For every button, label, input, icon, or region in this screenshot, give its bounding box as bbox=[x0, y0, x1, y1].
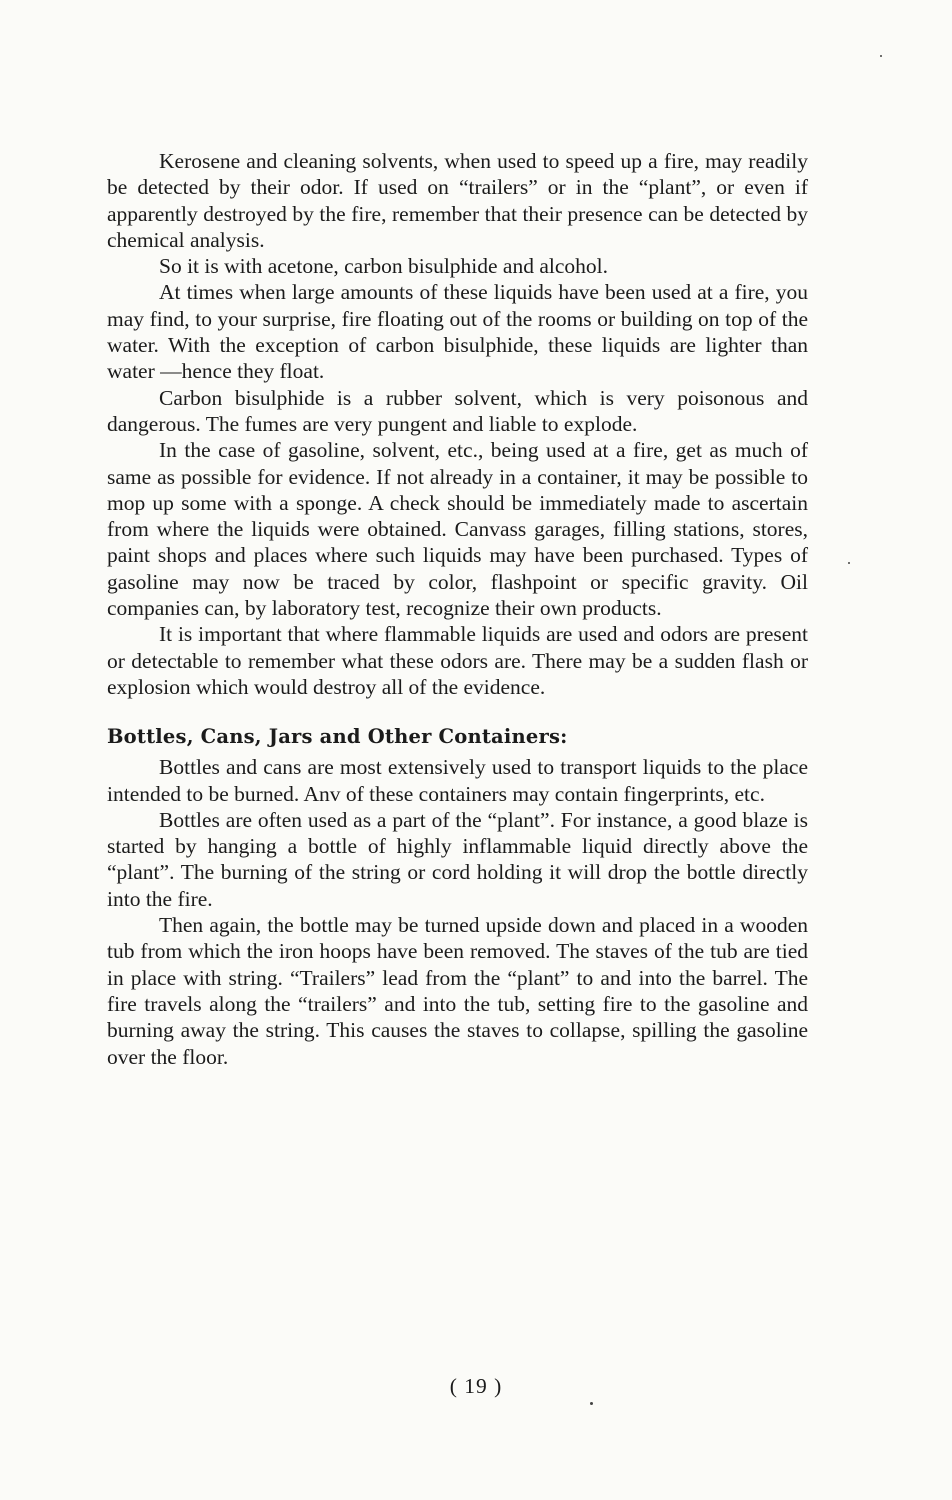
paragraph-acetone: So it is with acetone, carbon bisulphide and alcohol. bbox=[159, 254, 609, 279]
paragraph-kerosene: Kerosene and cleaning solvents, when used to speed up a fire, may readily be detected by their odor. If used on “trailers” or in the “plant”, or even if apparently destroyed by the fire, remember that their presence can be detected by chemical analysis. bbox=[107, 149, 808, 252]
print-speck bbox=[590, 1402, 593, 1405]
paragraph-fire-floating: At times when large amounts of these liquids have been used at a fire, you may find, to your surprise, fire floating out of the rooms or building on top of the water. With the exception of carbon bisulphide, these liquids are lighter than water —hence they float. bbox=[107, 280, 808, 384]
paragraph-carbon-bisulphide: Carbon bisulphide is a rubber solvent, which is very poisonous and dangerous. The fumes are very pungent and liable to explode. bbox=[107, 385, 808, 436]
paragraph-gasoline-evidence: In the case of gasoline, solvent, etc., being used at a fire, get as much of same as possible for evidence. If not already in a container, it may be possible to mop up some with a sponge. A check should be immediately made to ascertain from where the liquids were obtained. Canvass garages, filling stations, stores, paint shops and places where such liquids may have been purchased. Types of gasoline may now be traced by color, flashpoint or specific gravity. Oil companies can, by laboratory test, recognize their own products. bbox=[107, 438, 808, 621]
paragraph-bottles-cans: Bottles and cans are most extensively used to transport liquids to the place intended to be burned. Anv of these containers may contain fingerprints, etc. bbox=[107, 755, 808, 806]
page-number: ( 19 ) bbox=[449, 1374, 503, 1398]
body-text bbox=[107, 148, 808, 1070]
print-speck bbox=[848, 562, 850, 564]
paragraph-wooden-tub: Then again, the bottle may be turned upside down and placed in a wooden tub from which the iron hoops have been removed. The staves of the tub are tied in place with string. “Trailers” lead from the “plant” to and into the barrel. The fire travels along the “trailers” and into the tub, setting fire to the gasoline and burning away the string. This causes the staves to collapse, spilling the gasoline over the floor. bbox=[107, 913, 808, 1069]
print-speck bbox=[880, 55, 882, 57]
paragraph-bottle-plant: Bottles are often used as a part of the “plant”. For instance, a good blaze is started by hanging a bottle of highly inflammable liquid directly above the “plant”. The burning of the string or cord holding it will drop the bottle directly into the fire. bbox=[107, 807, 808, 911]
section-heading: Bottles, Cans, Jars and Other Containers: bbox=[107, 725, 568, 749]
paragraph-odors: It is important that where flammable liquids are used and odors are present or detectable to remember what these odors are. There may be a sudden flash or explosion which would destroy all of the evidence. bbox=[107, 622, 808, 699]
